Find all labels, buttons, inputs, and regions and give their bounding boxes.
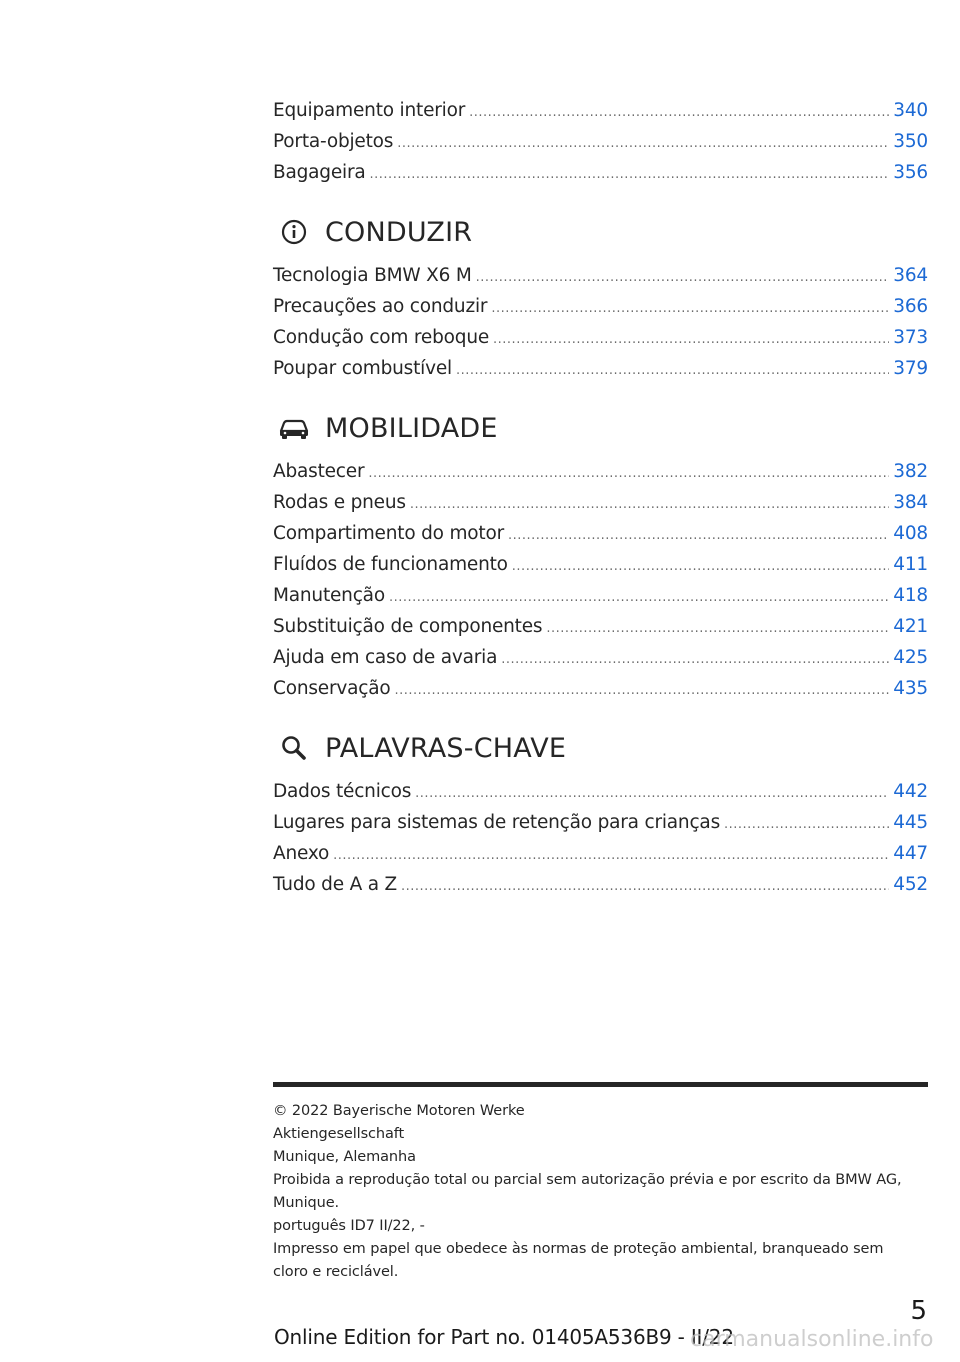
dot-leader bbox=[508, 528, 889, 543]
imprint bbox=[273, 1100, 928, 1284]
section-header-mobilidade bbox=[273, 399, 928, 457]
toc-entry[interactable] bbox=[273, 678, 928, 709]
toc-entry-label: Fluídos de funcionamento bbox=[273, 554, 508, 575]
section-title: PALAVRAS-CHAVE bbox=[325, 732, 567, 764]
dot-leader bbox=[501, 652, 889, 667]
toc-page-link[interactable]: 356 bbox=[893, 162, 928, 183]
toc-page-link[interactable]: 366 bbox=[893, 296, 928, 317]
toc-entry-label: Tudo de A a Z bbox=[273, 874, 397, 895]
toc-page-link[interactable]: 425 bbox=[893, 647, 928, 668]
toc-entry-label: Bagageira bbox=[273, 162, 366, 183]
page-number: 5 bbox=[910, 1296, 927, 1326]
toc-page-link[interactable]: 445 bbox=[893, 812, 928, 833]
dot-leader bbox=[512, 559, 889, 574]
info-icon bbox=[275, 217, 313, 247]
toc-entry[interactable] bbox=[273, 843, 928, 874]
toc-page-link[interactable]: 373 bbox=[893, 327, 928, 348]
rights-line: Proibida a reprodução total ou parcial sem autorização prévia e por escrito da BMW AG, bbox=[273, 1172, 902, 1188]
city-line: Munique, Alemanha bbox=[273, 1149, 416, 1165]
toc-page-link[interactable]: 379 bbox=[893, 358, 928, 379]
toc-entry[interactable] bbox=[273, 523, 928, 554]
copyright-line: © 2022 Bayerische Motoren Werke bbox=[273, 1103, 525, 1119]
dot-leader bbox=[469, 105, 889, 120]
paper-line: Impresso em papel que obedece às normas de proteção ambiental, branqueado sem bbox=[273, 1241, 884, 1257]
rights-line: Munique. bbox=[273, 1195, 340, 1211]
section-header-palavras-chave bbox=[273, 719, 928, 777]
toc-entry[interactable] bbox=[273, 162, 928, 193]
toc-entry[interactable] bbox=[273, 812, 928, 843]
toc-page-link[interactable]: 442 bbox=[893, 781, 928, 802]
toc-page-link[interactable]: 364 bbox=[893, 265, 928, 286]
toc-page-link[interactable]: 384 bbox=[893, 492, 928, 513]
toc-entry[interactable] bbox=[273, 327, 928, 358]
dot-leader bbox=[491, 301, 889, 316]
dot-leader bbox=[397, 136, 889, 151]
toc-entry[interactable] bbox=[273, 616, 928, 647]
dot-leader bbox=[456, 363, 889, 378]
toc-page-link[interactable]: 421 bbox=[893, 616, 928, 637]
section-title: MOBILIDADE bbox=[325, 412, 498, 444]
toc-entry[interactable] bbox=[273, 296, 928, 327]
toc-entry-label: Equipamento interior bbox=[273, 100, 466, 121]
toc-entry[interactable] bbox=[273, 358, 928, 389]
dot-leader bbox=[415, 786, 889, 801]
dot-leader bbox=[333, 848, 889, 863]
toc-page-link[interactable]: 411 bbox=[893, 554, 928, 575]
dot-leader bbox=[389, 590, 889, 605]
toc-page-link[interactable]: 408 bbox=[893, 523, 928, 544]
dot-leader bbox=[395, 683, 890, 698]
dot-leader bbox=[368, 466, 889, 481]
toc-entry-label: Substituição de componentes bbox=[273, 616, 543, 637]
dot-leader bbox=[724, 817, 889, 832]
dot-leader bbox=[401, 879, 889, 894]
table-of-contents bbox=[273, 100, 928, 905]
toc-entry[interactable] bbox=[273, 492, 928, 523]
toc-entry[interactable] bbox=[273, 781, 928, 812]
toc-entry-label: Abastecer bbox=[273, 461, 365, 482]
toc-page-link[interactable]: 382 bbox=[893, 461, 928, 482]
dot-leader bbox=[370, 167, 890, 182]
toc-entry[interactable] bbox=[273, 265, 928, 296]
toc-entry-label: Tecnologia BMW X6 M bbox=[273, 265, 472, 286]
toc-entry[interactable] bbox=[273, 647, 928, 678]
paper-line: cloro e reciclável. bbox=[273, 1264, 399, 1280]
section-header-conduzir bbox=[273, 203, 928, 261]
dot-leader bbox=[493, 332, 889, 347]
toc-entry-label: Rodas e pneus bbox=[273, 492, 406, 513]
toc-entry[interactable] bbox=[273, 131, 928, 162]
section-title: CONDUZIR bbox=[325, 216, 473, 248]
toc-entry[interactable] bbox=[273, 100, 928, 131]
toc-entry-label: Poupar combustível bbox=[273, 358, 452, 379]
toc-page-link[interactable]: 435 bbox=[893, 678, 928, 699]
toc-entry-label: Anexo bbox=[273, 843, 330, 864]
toc-entry-label: Porta-objetos bbox=[273, 131, 394, 152]
toc-entry[interactable] bbox=[273, 874, 928, 905]
toc-entry[interactable] bbox=[273, 585, 928, 616]
toc-entry[interactable] bbox=[273, 461, 928, 492]
toc-entry-label: Manutenção bbox=[273, 585, 385, 606]
toc-page-link[interactable]: 452 bbox=[893, 874, 928, 895]
toc-entry-label: Dados técnicos bbox=[273, 781, 412, 802]
toc-page-link[interactable]: 350 bbox=[893, 131, 928, 152]
toc-entry-label: Ajuda em caso de avaria bbox=[273, 647, 498, 668]
toc-entry-label: Conservação bbox=[273, 678, 391, 699]
dot-leader bbox=[410, 497, 889, 512]
toc-page-link[interactable]: 418 bbox=[893, 585, 928, 606]
online-edition-footer: Online Edition for Part no. 01405A536B9 - II/22 bbox=[274, 1325, 734, 1349]
toc-entry[interactable] bbox=[273, 554, 928, 585]
footer-divider bbox=[273, 1082, 928, 1087]
search-icon bbox=[275, 733, 313, 763]
car-icon bbox=[275, 413, 313, 443]
toc-page-link[interactable]: 340 bbox=[893, 100, 928, 121]
watermark: carmanualsonline.info bbox=[690, 1327, 934, 1352]
toc-entry-label: Condução com reboque bbox=[273, 327, 490, 348]
dot-leader bbox=[546, 621, 889, 636]
toc-page-link[interactable]: 447 bbox=[893, 843, 928, 864]
toc-entry-label: Lugares para sistemas de retenção para crianças bbox=[273, 812, 721, 833]
edition-line: português ID7 II/22, - bbox=[273, 1218, 425, 1234]
dot-leader bbox=[476, 270, 890, 285]
toc-entry-label: Compartimento do motor bbox=[273, 523, 504, 544]
toc-entry-label: Precauções ao conduzir bbox=[273, 296, 488, 317]
company-line: Aktiengesellschaft bbox=[273, 1126, 405, 1142]
